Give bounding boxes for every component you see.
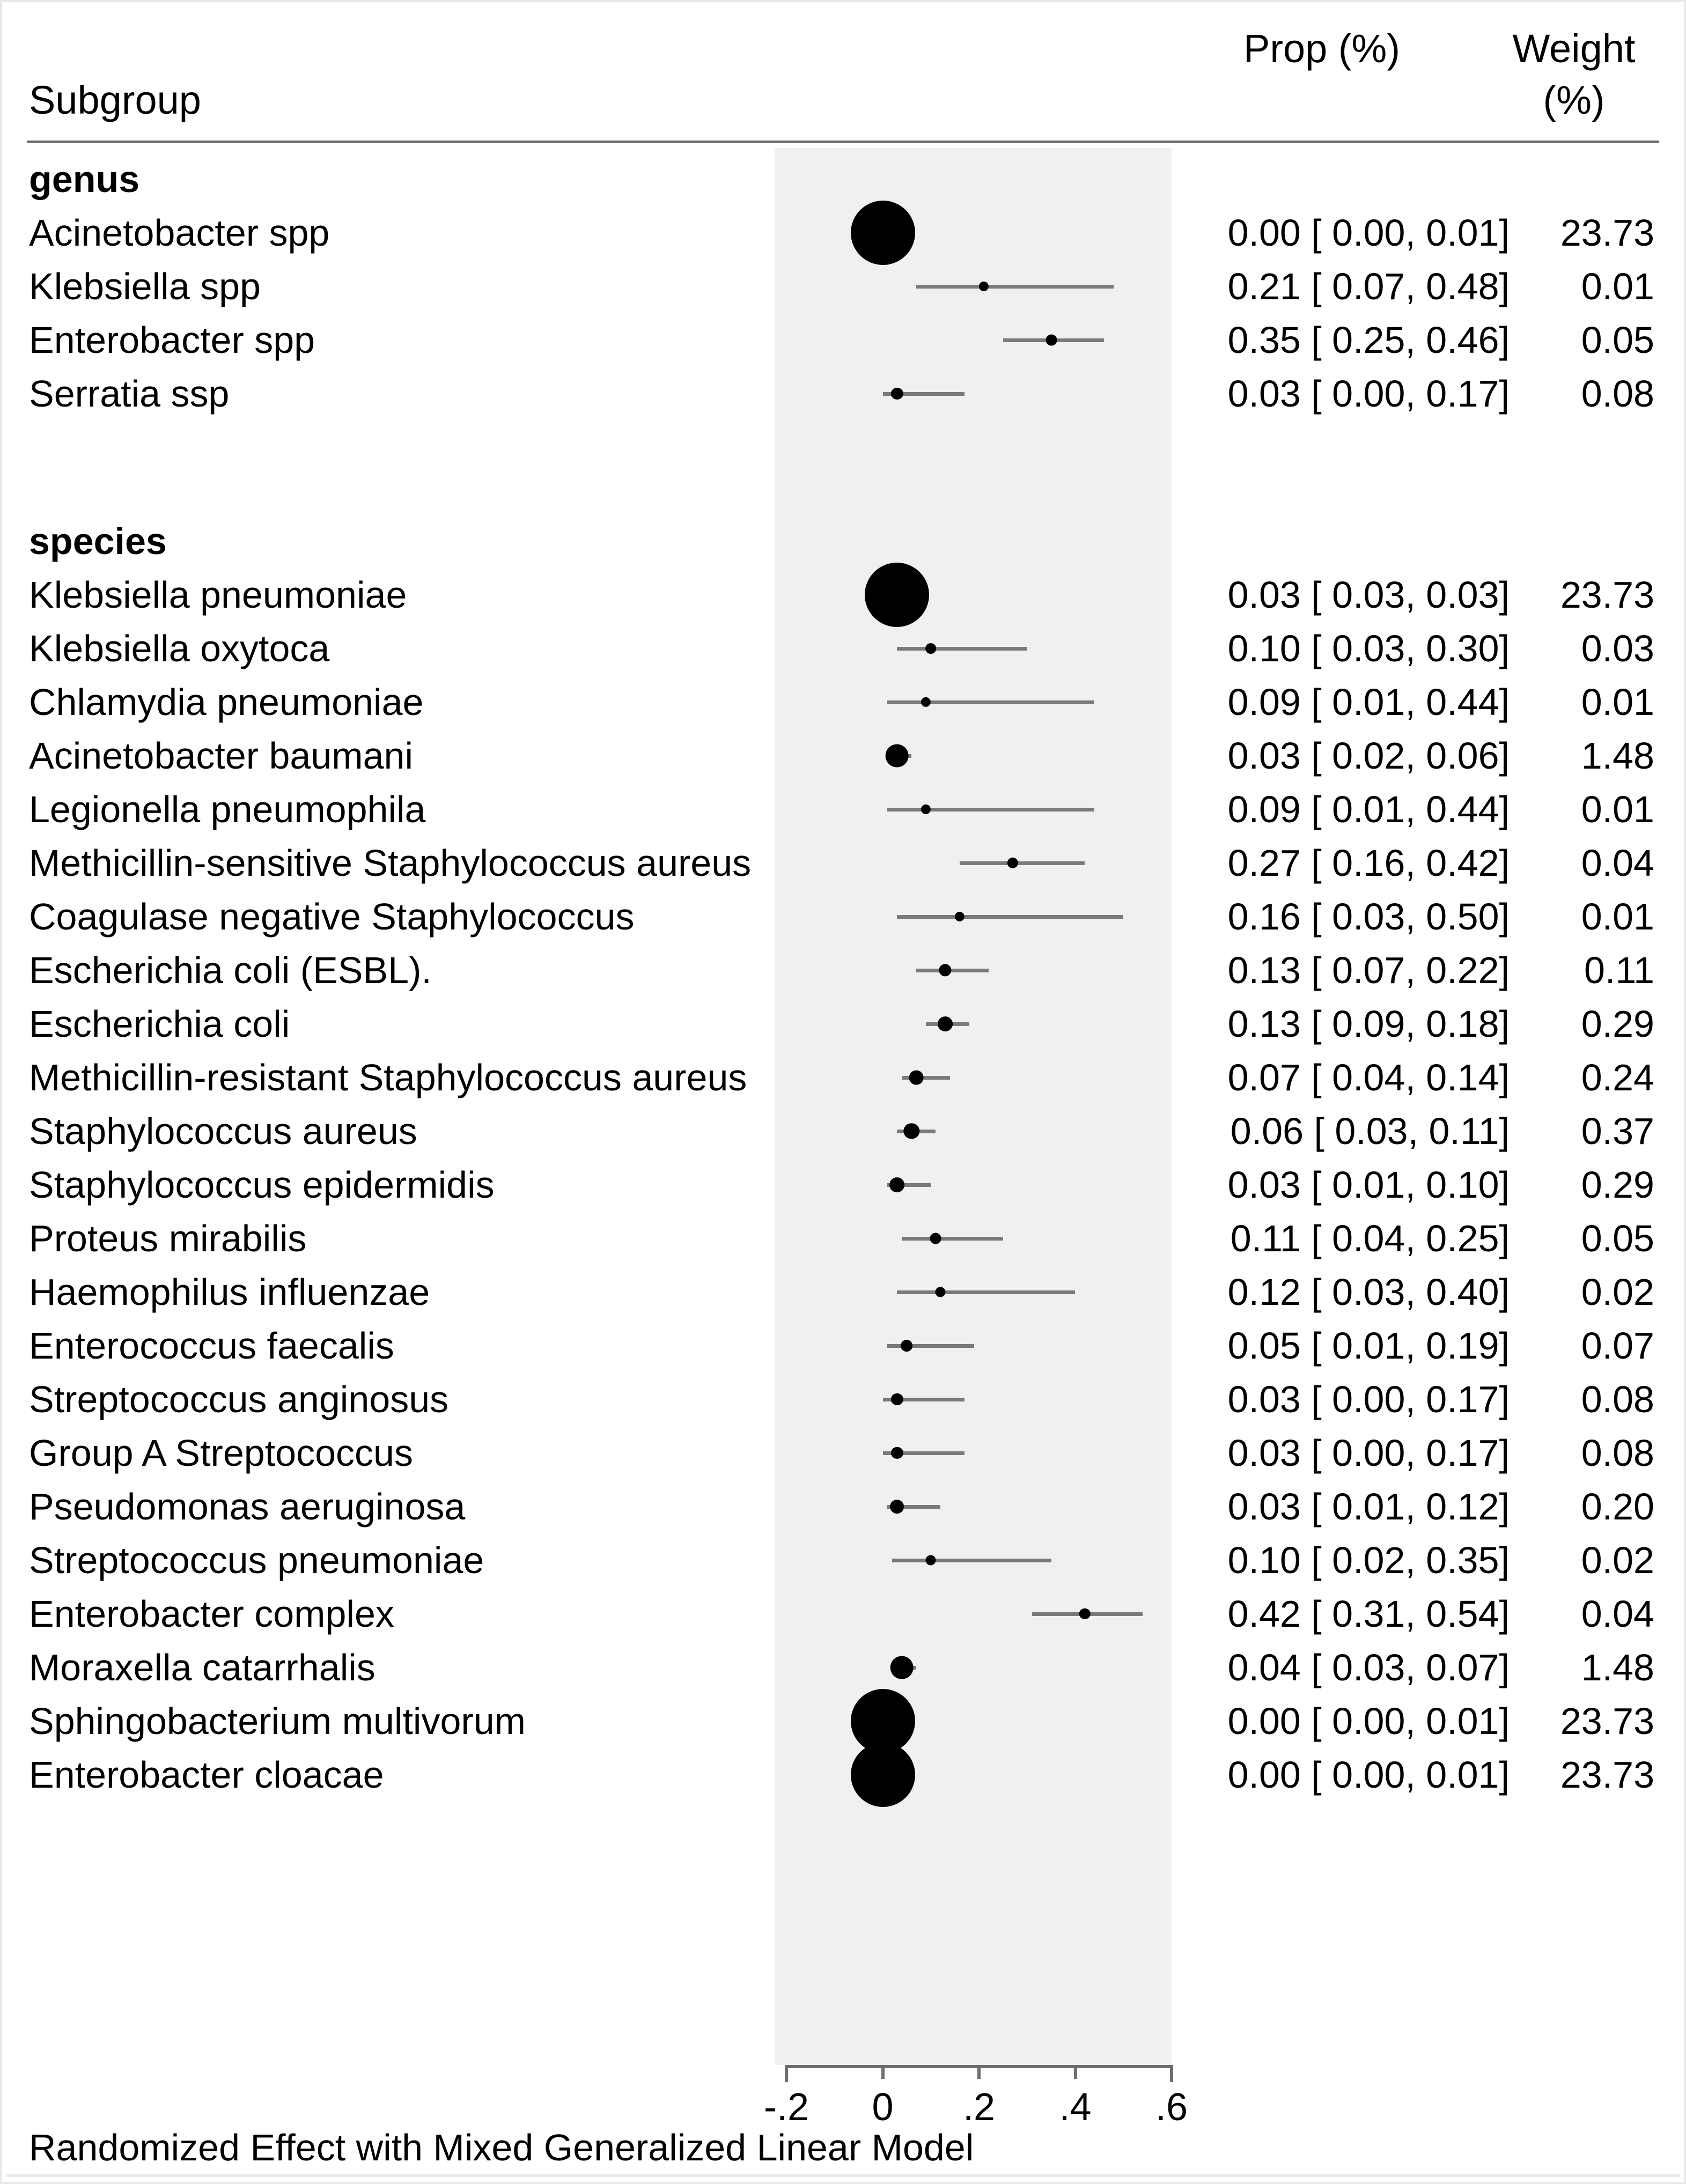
effect-marker bbox=[930, 1233, 941, 1244]
row-label: Escherichia coli bbox=[29, 1003, 290, 1045]
row-label: Enterobacter spp bbox=[29, 319, 315, 361]
row-estimate: 0.03 [ 0.02, 0.06] bbox=[1227, 735, 1510, 777]
row-label: Enterobacter complex bbox=[29, 1593, 394, 1635]
row-weight: 0.04 bbox=[1581, 842, 1654, 884]
row-label: Moraxella catarrhalis bbox=[29, 1647, 376, 1688]
row-weight: 0.01 bbox=[1581, 788, 1654, 830]
effect-marker bbox=[936, 1287, 946, 1297]
row-label: Streptococcus pneumoniae bbox=[29, 1539, 484, 1581]
effect-marker bbox=[865, 563, 929, 627]
row-estimate: 0.03 [ 0.00, 0.17] bbox=[1227, 373, 1510, 415]
row-weight: 0.02 bbox=[1581, 1271, 1654, 1313]
row-weight: 23.73 bbox=[1560, 574, 1654, 616]
effect-marker bbox=[851, 1743, 915, 1807]
row-weight: 23.73 bbox=[1560, 1754, 1654, 1796]
row-label: Coagulase negative Staphylococcus bbox=[29, 896, 635, 938]
group-heading-row bbox=[2, 152, 1684, 206]
table-row bbox=[2, 1426, 1684, 1480]
row-label: Enterobacter cloacae bbox=[29, 1754, 384, 1796]
row-weight: 0.11 bbox=[1584, 949, 1654, 991]
row-weight: 0.37 bbox=[1581, 1110, 1654, 1152]
confidence-interval-line bbox=[897, 915, 1123, 919]
row-label: Group A Streptococcus bbox=[29, 1432, 413, 1474]
row-estimate: 0.12 [ 0.03, 0.40] bbox=[1227, 1271, 1510, 1313]
confidence-interval-line bbox=[960, 861, 1085, 865]
table-row bbox=[2, 1212, 1684, 1265]
row-estimate: 0.00 [ 0.00, 0.01] bbox=[1227, 212, 1510, 254]
effect-marker bbox=[890, 1500, 904, 1514]
effect-marker bbox=[901, 1340, 912, 1352]
group-heading-row bbox=[2, 514, 1684, 568]
row-estimate: 0.03 [ 0.00, 0.17] bbox=[1227, 1378, 1510, 1420]
table-row bbox=[2, 729, 1684, 783]
axis-tick-label: 0 bbox=[872, 2086, 894, 2129]
column-header-prop: Prop (%) bbox=[1243, 26, 1400, 71]
table-row bbox=[2, 1641, 1684, 1694]
table-row bbox=[2, 997, 1684, 1051]
table-row bbox=[2, 1587, 1684, 1641]
row-label: Enterococcus faecalis bbox=[29, 1325, 394, 1367]
effect-marker bbox=[1079, 1609, 1090, 1619]
effect-marker bbox=[891, 1447, 903, 1459]
group-heading-label: genus bbox=[29, 158, 140, 200]
row-estimate: 0.09 [ 0.01, 0.44] bbox=[1227, 681, 1510, 723]
row-weight: 0.04 bbox=[1581, 1593, 1654, 1635]
row-estimate: 0.09 [ 0.01, 0.44] bbox=[1227, 788, 1510, 830]
effect-marker bbox=[909, 1071, 924, 1085]
effect-marker bbox=[926, 1555, 936, 1565]
row-label: Acinetobacter baumani bbox=[29, 735, 413, 777]
effect-marker bbox=[890, 1177, 905, 1192]
row-estimate: 0.03 [ 0.01, 0.12] bbox=[1227, 1486, 1510, 1528]
row-weight: 0.08 bbox=[1581, 373, 1654, 415]
effect-marker bbox=[921, 697, 931, 707]
axis-tick bbox=[1170, 2065, 1173, 2082]
row-weight: 0.08 bbox=[1581, 1378, 1654, 1420]
row-weight: 0.24 bbox=[1581, 1057, 1654, 1098]
row-estimate: 0.10 [ 0.02, 0.35] bbox=[1227, 1539, 1510, 1581]
axis-tick-label: -.2 bbox=[763, 2086, 809, 2129]
confidence-interval-line bbox=[916, 285, 1114, 289]
table-row bbox=[2, 313, 1684, 367]
axis-tick-label: .2 bbox=[962, 2086, 996, 2129]
footer-rule bbox=[6, 2174, 1680, 2177]
row-label: Serratia ssp bbox=[29, 373, 230, 415]
row-weight: 0.03 bbox=[1581, 628, 1654, 669]
axis-tick-label: .4 bbox=[1059, 2086, 1092, 2129]
effect-marker bbox=[1007, 858, 1018, 868]
row-estimate: 0.05 [ 0.01, 0.19] bbox=[1227, 1325, 1510, 1367]
row-label: Methicillin-sensitive Staphylococcus aureus bbox=[29, 842, 752, 884]
row-label: Acinetobacter spp bbox=[29, 212, 330, 254]
row-weight: 0.01 bbox=[1581, 265, 1654, 307]
row-estimate: 0.04 [ 0.03, 0.07] bbox=[1227, 1647, 1510, 1688]
row-label: Klebsiella spp bbox=[29, 265, 261, 307]
effect-marker bbox=[1046, 335, 1057, 346]
row-label: Proteus mirabilis bbox=[29, 1218, 307, 1259]
table-row bbox=[2, 1480, 1684, 1533]
row-estimate: 0.03 [ 0.03, 0.03] bbox=[1227, 574, 1510, 616]
row-estimate: 0.07 [ 0.04, 0.14] bbox=[1227, 1057, 1510, 1098]
axis-tick-label: .6 bbox=[1155, 2086, 1188, 2129]
confidence-interval-line bbox=[916, 969, 989, 972]
effect-marker bbox=[921, 805, 931, 814]
row-estimate: 0.06 [ 0.03, 0.11] bbox=[1230, 1110, 1510, 1152]
row-label: Escherichia coli (ESBL). bbox=[29, 949, 432, 991]
row-weight: 0.01 bbox=[1581, 681, 1654, 723]
confidence-interval-line bbox=[897, 1290, 1075, 1294]
row-weight: 1.48 bbox=[1581, 735, 1654, 777]
row-weight: 0.05 bbox=[1581, 1218, 1654, 1259]
row-label: Staphylococcus aureus bbox=[29, 1110, 417, 1152]
table-row bbox=[2, 1051, 1684, 1104]
table-row bbox=[2, 890, 1684, 943]
row-estimate: 0.21 [ 0.07, 0.48] bbox=[1227, 265, 1510, 307]
confidence-interval-line bbox=[892, 1559, 1051, 1562]
axis-tick bbox=[881, 2065, 885, 2079]
column-header-subgroup: Subgroup bbox=[29, 78, 201, 122]
table-row bbox=[2, 836, 1684, 890]
axis-tick bbox=[785, 2065, 788, 2082]
table-row bbox=[2, 622, 1684, 675]
effect-marker bbox=[955, 912, 965, 921]
row-label: Methicillin-resistant Staphylococcus aureus bbox=[29, 1057, 747, 1098]
row-estimate: 0.27 [ 0.16, 0.42] bbox=[1227, 842, 1510, 884]
table-row bbox=[2, 367, 1684, 420]
table-row bbox=[2, 206, 1684, 260]
row-weight: 0.07 bbox=[1581, 1325, 1654, 1367]
row-estimate: 0.00 [ 0.00, 0.01] bbox=[1227, 1754, 1510, 1796]
column-header-weight-unit: (%) bbox=[1543, 78, 1605, 122]
effect-marker bbox=[891, 388, 903, 400]
confidence-interval-line bbox=[887, 808, 1094, 811]
row-label: Pseudomonas aeruginosa bbox=[29, 1486, 466, 1528]
row-label: Haemophilus influenzae bbox=[29, 1271, 430, 1313]
row-weight: 0.29 bbox=[1581, 1003, 1654, 1045]
row-weight: 1.48 bbox=[1581, 1647, 1654, 1688]
row-estimate: 0.35 [ 0.25, 0.46] bbox=[1227, 319, 1510, 361]
row-label: Klebsiella pneumoniae bbox=[29, 574, 407, 616]
table-row bbox=[2, 1748, 1684, 1802]
table-row bbox=[2, 1104, 1684, 1158]
row-estimate: 0.13 [ 0.09, 0.18] bbox=[1227, 1003, 1510, 1045]
table-row bbox=[2, 260, 1684, 313]
effect-marker bbox=[890, 1656, 914, 1679]
axis-tick bbox=[1074, 2065, 1077, 2079]
row-label: Streptococcus anginosus bbox=[29, 1378, 449, 1420]
effect-marker bbox=[851, 201, 915, 265]
confidence-interval-line bbox=[897, 647, 1027, 651]
table-row bbox=[2, 1533, 1684, 1587]
table-row bbox=[2, 568, 1684, 622]
table-row bbox=[2, 675, 1684, 729]
row-estimate: 0.10 [ 0.03, 0.30] bbox=[1227, 628, 1510, 669]
table-row bbox=[2, 1158, 1684, 1212]
table-row bbox=[2, 1373, 1684, 1426]
header-rule bbox=[27, 141, 1659, 143]
row-estimate: 0.42 [ 0.31, 0.54] bbox=[1227, 1593, 1510, 1635]
effect-marker bbox=[979, 282, 989, 291]
row-estimate: 0.16 [ 0.03, 0.50] bbox=[1227, 896, 1510, 938]
effect-marker bbox=[904, 1123, 919, 1139]
effect-marker bbox=[939, 964, 952, 976]
table-row bbox=[2, 1319, 1684, 1373]
row-weight: 0.08 bbox=[1581, 1432, 1654, 1474]
effect-marker bbox=[938, 1016, 953, 1031]
effect-marker bbox=[925, 643, 936, 654]
row-label: Legionella pneumophila bbox=[29, 788, 426, 830]
table-row bbox=[2, 943, 1684, 997]
row-label: Sphingobacterium multivorum bbox=[29, 1700, 526, 1742]
row-estimate: 0.03 [ 0.01, 0.10] bbox=[1227, 1164, 1510, 1206]
row-weight: 0.02 bbox=[1581, 1539, 1654, 1581]
footer-note: Randomized Effect with Mixed Generalized Linear Model bbox=[29, 2127, 974, 2168]
table-row bbox=[2, 1694, 1684, 1748]
effect-marker bbox=[891, 1393, 903, 1405]
row-weight: 23.73 bbox=[1560, 1700, 1654, 1742]
row-estimate: 0.03 [ 0.00, 0.17] bbox=[1227, 1432, 1510, 1474]
row-weight: 23.73 bbox=[1560, 212, 1654, 254]
row-label: Klebsiella oxytoca bbox=[29, 628, 330, 669]
axis-tick bbox=[977, 2065, 981, 2079]
column-header-weight: Weight bbox=[1512, 26, 1636, 71]
row-estimate: 0.00 [ 0.00, 0.01] bbox=[1227, 1700, 1510, 1742]
confidence-interval-line bbox=[902, 1237, 1003, 1241]
table-row bbox=[2, 1265, 1684, 1319]
row-label: Chlamydia pneumoniae bbox=[29, 681, 424, 723]
row-weight: 0.05 bbox=[1581, 319, 1654, 361]
row-estimate: 0.13 [ 0.07, 0.22] bbox=[1227, 949, 1510, 991]
confidence-interval-line bbox=[887, 700, 1094, 704]
effect-marker bbox=[886, 744, 909, 768]
row-weight: 0.20 bbox=[1581, 1486, 1654, 1528]
row-label: Staphylococcus epidermidis bbox=[29, 1164, 495, 1206]
table-row bbox=[2, 783, 1684, 836]
group-heading-label: species bbox=[29, 520, 167, 562]
row-estimate: 0.11 [ 0.04, 0.25] bbox=[1230, 1218, 1510, 1259]
row-weight: 0.29 bbox=[1581, 1164, 1654, 1206]
row-weight: 0.01 bbox=[1581, 896, 1654, 938]
